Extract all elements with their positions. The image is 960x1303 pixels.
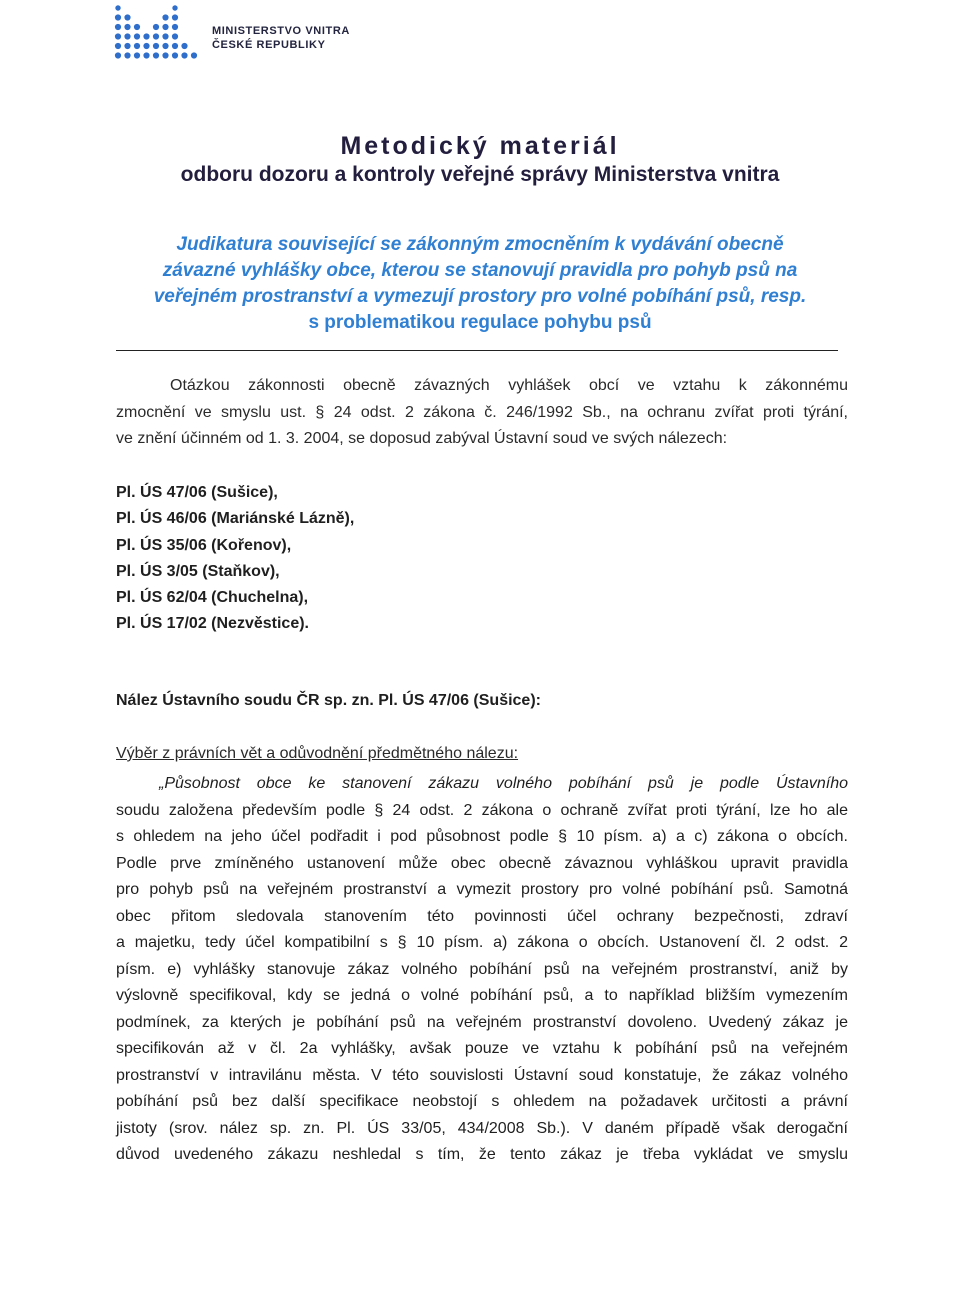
emblem-dot bbox=[172, 14, 178, 20]
intro-line: Otázkou zákonnosti obecně závazných vyhlášek obcí ve vztahu k zákonnému bbox=[170, 377, 848, 394]
emblem-dot bbox=[162, 43, 168, 49]
case-item: Pl. ÚS 46/06 (Mariánské Lázně), bbox=[116, 510, 355, 528]
topic-line: závazné vyhlášky obce, kterou se stanovují pravidla pro pohyb psů na bbox=[162, 260, 798, 281]
quote-line: písm. e) vyhlášky stanovuje zákaz volného pobíhání psů na veřejném prostranství, aniž by bbox=[116, 960, 848, 978]
emblem-dot bbox=[153, 43, 159, 49]
case-item: Pl. ÚS 47/06 (Sušice), bbox=[116, 484, 278, 501]
emblem-dot bbox=[134, 33, 140, 39]
case-item: Pl. ÚS 3/05 (Staňkov), bbox=[116, 562, 280, 580]
topic-line: veřejném prostranství a vymezují prostory pro volné pobíhání psů, resp. bbox=[153, 286, 807, 307]
quote-line: s ohledem na jeho účel podřadit i pod působnost podle § 10 písm. a) a c) zákona o obcích. bbox=[116, 828, 848, 845]
emblem-dot bbox=[191, 52, 197, 58]
case-item: Pl. ÚS 62/04 (Chuchelna), bbox=[116, 589, 309, 607]
emblem-dot bbox=[181, 43, 187, 49]
emblem-dot bbox=[115, 33, 121, 39]
quote-line: pro pohyb psů na veřejném prostranství a vymezit prostory pro volné pobíhání psů. Samotná bbox=[116, 881, 848, 898]
case-list bbox=[116, 480, 354, 638]
quote-line: důvod uvedeného zákazu neshledal s tím, že tento zákaz je třeba vykládat ve smyslu bbox=[116, 1146, 848, 1163]
ministry-logo bbox=[112, 0, 352, 66]
emblem-dot bbox=[115, 24, 121, 30]
topic-line: s problematikou regulace pohybu psů bbox=[308, 312, 652, 333]
intro-line: zmocnění ve smyslu ust. § 24 odst. 2 zákona č. 246/1992 Sb., na ochranu zvířat proti týrání, bbox=[116, 403, 848, 421]
emblem-dot bbox=[153, 33, 159, 39]
quote-line: jistoty (srov. nález sp. zn. Pl. ÚS 33/05, 434/2008 Sb.). V daném případě však derogační bbox=[116, 1119, 848, 1137]
quote-line: výslovně specifikoval, kdy se jedná o volné pobíhání psů, a to například bližším vymezením bbox=[116, 987, 848, 1004]
ministry-name-line2: ČESKÉ REPUBLIKY bbox=[212, 39, 326, 51]
emblem-dot bbox=[115, 43, 121, 49]
topic-heading bbox=[100, 232, 860, 336]
case-item: Pl. ÚS 35/06 (Kořenov), bbox=[116, 536, 292, 554]
emblem-dot bbox=[172, 43, 178, 49]
ministry-emblem-icon bbox=[112, 2, 200, 64]
finding-quote bbox=[116, 771, 848, 1169]
emblem-dot bbox=[172, 24, 178, 30]
emblem-dot bbox=[172, 5, 177, 10]
horizontal-divider bbox=[116, 350, 838, 351]
emblem-dot bbox=[134, 24, 140, 30]
quote-line: a majetku, tedy účel kompatibilní s § 10 písm. a) zákona o obcích. Ustanovení čl. 2 odst. 2 bbox=[116, 934, 848, 951]
emblem-dot bbox=[172, 52, 178, 58]
emblem-dot bbox=[134, 52, 140, 58]
emblem-dot bbox=[124, 33, 130, 39]
document-subtitle: odboru dozoru a kontroly veřejné správy Ministerstva vnitra bbox=[180, 163, 780, 186]
emblem-dot bbox=[124, 43, 130, 49]
emblem-dot bbox=[115, 14, 121, 20]
finding-heading: Nález Ústavního soudu ČR sp. zn. Pl. ÚS 47/06 (Sušice): bbox=[116, 692, 541, 709]
quote-line: obec přitom sledovala stanovením této povinnosti účel ochrany bezpečnosti, zdraví bbox=[116, 907, 848, 925]
emblem-dot bbox=[124, 24, 130, 30]
emblem-dot bbox=[153, 52, 159, 58]
emblem-dot bbox=[162, 24, 168, 30]
emblem-dot bbox=[162, 33, 168, 39]
emblem-dot bbox=[115, 52, 121, 58]
emblem-dot bbox=[172, 33, 178, 39]
quote-line: „Působnost obce ke stanovení zákazu volného pobíhání psů je podle Ústavního bbox=[159, 775, 848, 792]
emblem-dot bbox=[143, 43, 149, 49]
ministry-name-line1: MINISTERSTVO VNITRA bbox=[212, 25, 350, 37]
quote-line: prostranství v intravilánu města. V této souvislosti Ústavní soud konstatuje, že zákaz volného bbox=[116, 1066, 848, 1084]
quote-line: podmínek, za kterých je pobíhání psů na veřejném prostranství dovoleno. Uvedený zákaz je bbox=[116, 1013, 848, 1031]
intro-line: ve znění účinném od 1. 3. 2004, se doposud zabýval Ústavní soud ve svých nálezech: bbox=[116, 430, 728, 447]
emblem-dot bbox=[143, 52, 149, 58]
case-item: Pl. ÚS 17/02 (Nezvěstice). bbox=[116, 615, 309, 633]
emblem-dot bbox=[143, 33, 149, 39]
quote-line: soudu založena především podle § 24 odst. 2 zákona o ochraně zvířat proti týrání, lze ho ale bbox=[116, 801, 848, 819]
quote-line: specifikován až v čl. 2a vyhlášky, avšak pouze ve vztahu k pobíhání psů na veřejném bbox=[116, 1040, 848, 1057]
emblem-dot bbox=[153, 24, 159, 30]
quote-line: pobíhání psů bez další specifikace neobstojí s ohledem na požadavek určitosti a právní bbox=[116, 1093, 848, 1110]
topic-line: Judikatura související se zákonným zmocněním k vydávání obecně bbox=[176, 234, 784, 255]
emblem-dot bbox=[124, 52, 130, 58]
emblem-dot bbox=[134, 43, 140, 49]
emblem-dot bbox=[162, 14, 168, 20]
quote-line: Podle prve zmíněného ustanovení může obec obecně závaznou vyhláškou upravit pravidla bbox=[116, 854, 848, 872]
emblem-dot bbox=[181, 52, 187, 58]
intro-paragraph bbox=[116, 373, 848, 453]
emblem-dot bbox=[124, 14, 130, 20]
emblem-dot bbox=[162, 52, 168, 58]
document-title: Metodický materiál bbox=[340, 132, 620, 160]
emblem-dot bbox=[115, 5, 120, 10]
ministry-name bbox=[212, 24, 350, 52]
excerpt-label: Výběr z právních vět a odůvodnění předmětného nálezu: bbox=[116, 745, 519, 762]
